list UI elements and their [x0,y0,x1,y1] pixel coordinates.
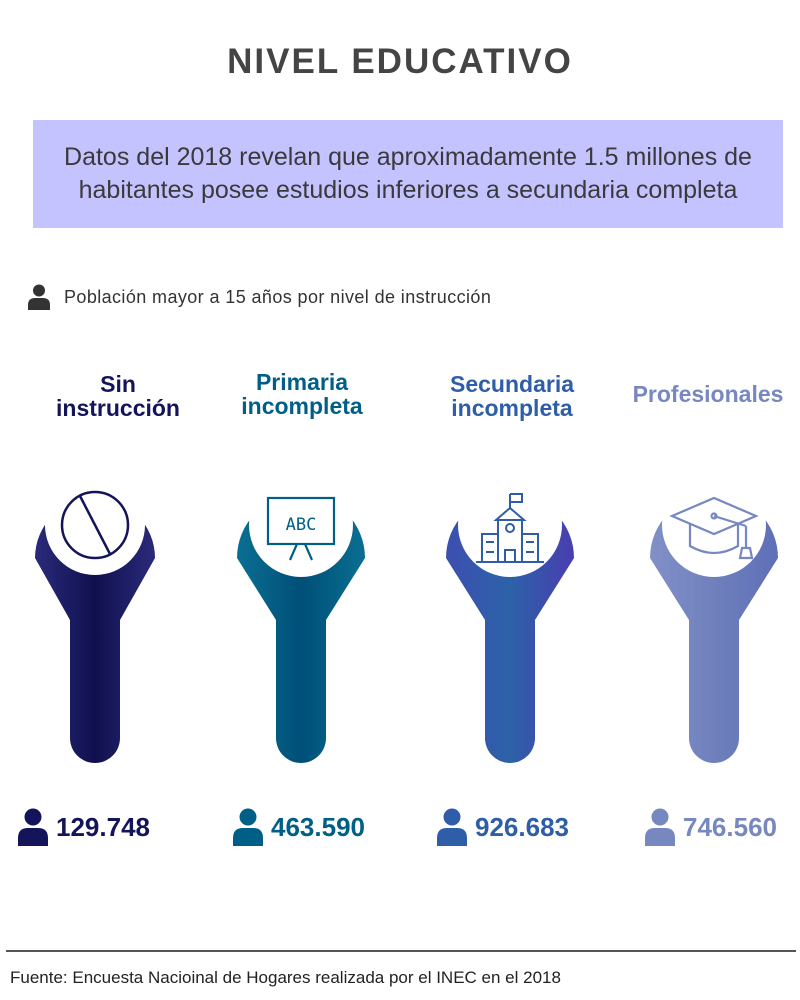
page-title: NIVEL EDUCATIVO [227,42,573,81]
value-label: 463.590 [271,811,365,842]
person-icon [645,808,675,846]
category-label-profesionales: Profesionales [632,381,784,407]
person-icon [437,808,467,846]
value-primaria-incompleta [233,808,365,846]
summary-text: Datos del 2018 revelan que aproximadamente 1.5 millones de habitantes posee estudios inferiores a secundaria completa [64,143,752,204]
pin-profesionales [650,473,778,763]
person-icon [233,808,263,846]
value-profesionales [645,808,777,846]
pin-primaria-incompleta [237,473,365,763]
value-label: 746.560 [683,811,777,842]
category-label-sin-instruccion: Sin instrucción [56,371,180,421]
pin-secundaria-incompleta [446,473,574,763]
category-label-primaria-incompleta: Primaria incompleta [241,369,363,419]
category-label-secundaria-incompleta: Secundaria incompleta [450,371,574,421]
subtitle-text: Población mayor a 15 años por nivel de instrucción [64,286,492,307]
value-sin-instruccion [18,808,150,846]
svg-text:ABC: ABC [285,515,317,535]
value-label: 926.683 [475,811,569,842]
pin-sin-instruccion [35,475,155,763]
footer-divider [6,950,796,952]
person-icon [18,808,48,846]
source-note: Fuente: Encuesta Nacioinal de Hogares realizada por el INEC en el 2018 [10,968,561,987]
value-label: 129.748 [56,811,150,842]
value-secundaria-incompleta [437,808,569,846]
